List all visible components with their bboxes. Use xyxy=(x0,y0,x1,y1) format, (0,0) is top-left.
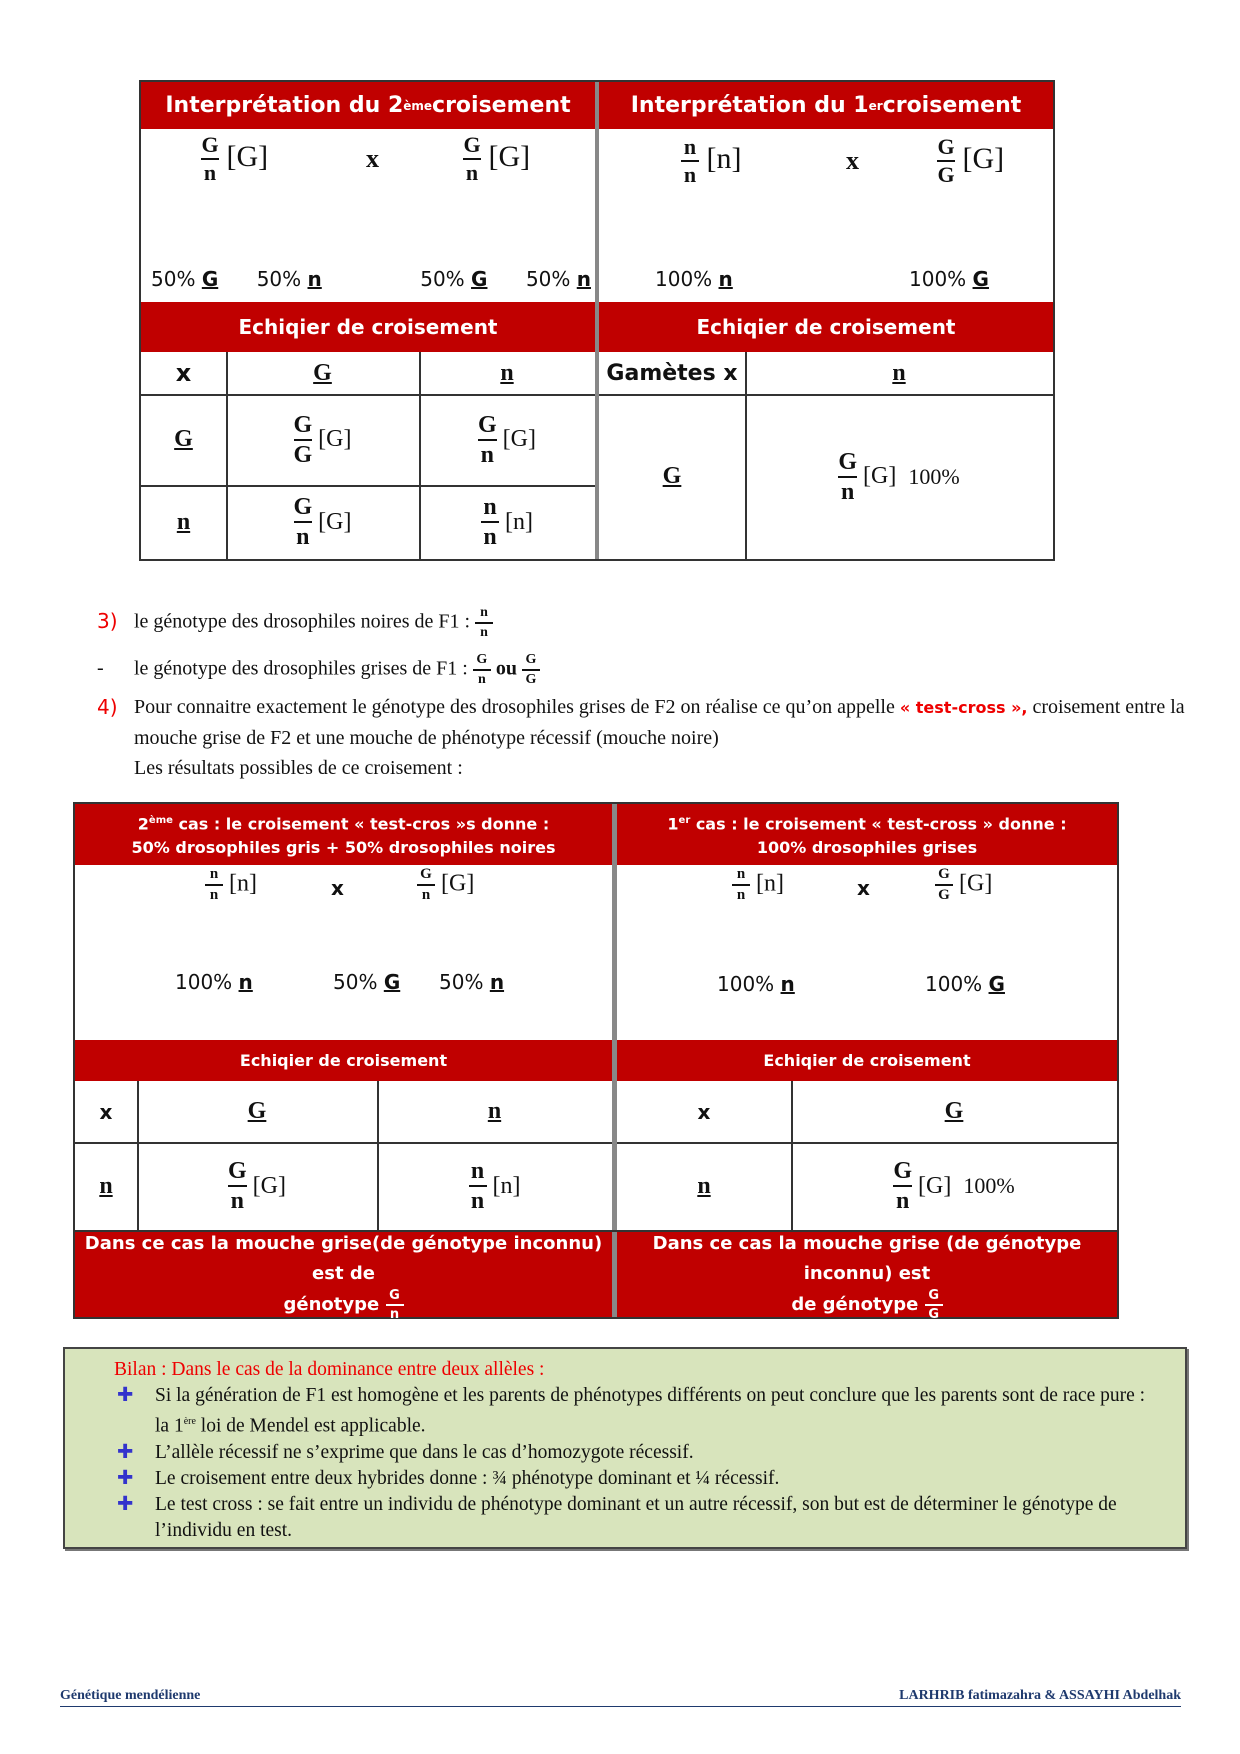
punnett-corner: x xyxy=(99,1099,113,1124)
punnett-header: Echiqier de croisement xyxy=(617,1040,1117,1081)
bilan-item: ✚ L’allèle récessif ne s’exprime que dans le cas d’homozygote récessif. xyxy=(117,1440,1161,1466)
punnett-cell: $\frac{G}{G}$ [G] xyxy=(293,411,352,468)
punnett-cell: $\frac{G}{n}$ [G] xyxy=(228,1158,286,1214)
bilan-item: ✚ Si la génération de F1 est homogène et les parents de phénotypes différents on peut conclure que les parents sont de race pure : la 1ère loi de Mendel est applicable. xyxy=(117,1385,1146,1437)
punnett-col-header: n xyxy=(500,359,514,386)
punnett-row-header: G xyxy=(662,463,682,489)
question-3: 3) le génotype des drosophiles noires de F1 : $\frac{n}{n}$ xyxy=(97,606,118,637)
punnett-cell: $\frac{G}{n}$ [G] 100% xyxy=(838,448,960,505)
first-cross-header: Interprétation du 1 er croisement xyxy=(599,82,1053,129)
punnett-header: Echiqier de croisement xyxy=(141,302,595,352)
punnett-cell: $\frac{n}{n}$ [n] xyxy=(419,485,595,559)
gamete: 100% n xyxy=(655,267,733,291)
cross-sign: x xyxy=(331,876,344,900)
punnett-corner: x xyxy=(175,359,192,387)
case1-conclusion: Dans ce cas la mouche grise (de génotype inconnu) est de génotype $\frac{G}{G}$ xyxy=(617,1232,1117,1317)
footer-authors: LARHRIB fatimazahra & ASSAYHI Abdelhak xyxy=(899,1688,1181,1703)
gamete: 100% G xyxy=(909,267,989,291)
footer-title: Génétique mendélienne xyxy=(60,1688,201,1703)
parent2-genotype: $\frac{G}{n}$ [G] xyxy=(417,867,474,903)
punnett-header: Echiqier de croisement xyxy=(75,1040,612,1081)
punnett-row-header: G xyxy=(174,426,193,452)
parent2-genotype: $\frac{G}{G}$ [G] xyxy=(937,134,1005,187)
cross-sign: x xyxy=(857,876,870,900)
case2-conclusion: Dans ce cas la mouche grise(de génotype inconnu) est de génotype $\frac{G}{n}$ xyxy=(75,1232,612,1317)
case2-header: 2ème cas : le croisement « test-cros »s donne : 50% drosophiles gris + 50% drosophiles noires xyxy=(75,804,612,865)
top-crosses-table xyxy=(139,80,1055,561)
gamete: 100% n xyxy=(717,972,795,996)
punnett-col-header: G xyxy=(313,359,332,386)
gamete: 50% G xyxy=(333,970,401,994)
footer xyxy=(60,1688,1181,1707)
gametes-row: 50% G 50% n 50% G 50% n xyxy=(151,267,591,291)
test-cross-table xyxy=(73,802,1119,1322)
punnett-row-header: n xyxy=(176,508,191,535)
punnett-row-header: n xyxy=(697,1172,711,1199)
question-4: 4) Pour connaitre exactement le génotype des drosophiles grises de F2 on réalise ce qu’on appelle « test-cross », croisement entre la mouche grise de F2 et une mouche de phénotype récessif (mouche noire) Les résultats possibles de ce croisement : xyxy=(97,695,1185,779)
bilan-item: ✚ Le croisement entre deux hybrides donne : ¾ phénotype dominant et ¼ récessif. xyxy=(117,1466,1161,1492)
parent1-genotype: $\frac{G}{n}$ [G] xyxy=(201,132,269,185)
cross-sign: x xyxy=(846,146,859,175)
gamete: 50% n xyxy=(439,970,505,994)
parent1-genotype: $\frac{n}{n}$ [n] xyxy=(681,136,741,186)
bilan-item: ✚ Le test cross : se fait entre un individu de phénotype dominant et un autre récessif, son but est de déterminer le génotype de l’individu en test. xyxy=(117,1493,1117,1541)
bilan-title: Bilan : Dans le cas de la dominance entre deux allèles : xyxy=(114,1359,545,1380)
bullet-icon: ✚ xyxy=(117,1493,134,1515)
punnett-col-header: G xyxy=(944,1098,964,1124)
bullet-icon: ✚ xyxy=(117,1385,134,1406)
parent2-genotype: $\frac{G}{n}$ [G] xyxy=(463,132,531,185)
punnett-col-header: n xyxy=(892,359,906,386)
punnett-cell: $\frac{G}{n}$ [G] xyxy=(293,494,352,550)
bullet-icon: ✚ xyxy=(117,1467,134,1489)
punnett-header: Echiqier de croisement xyxy=(599,302,1053,352)
gamete: 100% n xyxy=(175,970,253,994)
punnett-col-header: n xyxy=(487,1098,502,1124)
punnett-cell: $\frac{n}{n}$ [n] xyxy=(377,1142,612,1230)
parent1-genotype: $\frac{n}{n}$ [n] xyxy=(732,867,784,903)
bullet-icon: ✚ xyxy=(117,1441,134,1463)
punnett-col-header: G xyxy=(247,1098,267,1124)
question-3b: - le génotype des drosophiles grises de F1 : $\frac{G}{n}$ ou $\frac{G}{G}$ xyxy=(97,653,104,683)
punnett-cell: $\frac{G}{n}$ [G] 100% xyxy=(893,1158,1015,1214)
punnett-corner: Gamètes x xyxy=(606,360,738,386)
bilan-box xyxy=(63,1347,1187,1549)
case1-header: 1er cas : le croisement « test-cross » donne : 100% drosophiles grises xyxy=(617,804,1117,865)
gamete: 100% G xyxy=(925,972,1005,996)
parent1-genotype: $\frac{n}{n}$ [n] xyxy=(205,867,257,903)
punnett-row-header: n xyxy=(99,1172,113,1199)
punnett-corner: x xyxy=(697,1099,711,1124)
parent2-genotype: $\frac{G}{G}$ [G] xyxy=(935,867,992,903)
cross-sign: x xyxy=(366,144,379,173)
second-cross-header: Interprétation du 2 ème croisement xyxy=(141,82,595,129)
punnett-cell: $\frac{G}{n}$ [G] xyxy=(478,411,536,468)
